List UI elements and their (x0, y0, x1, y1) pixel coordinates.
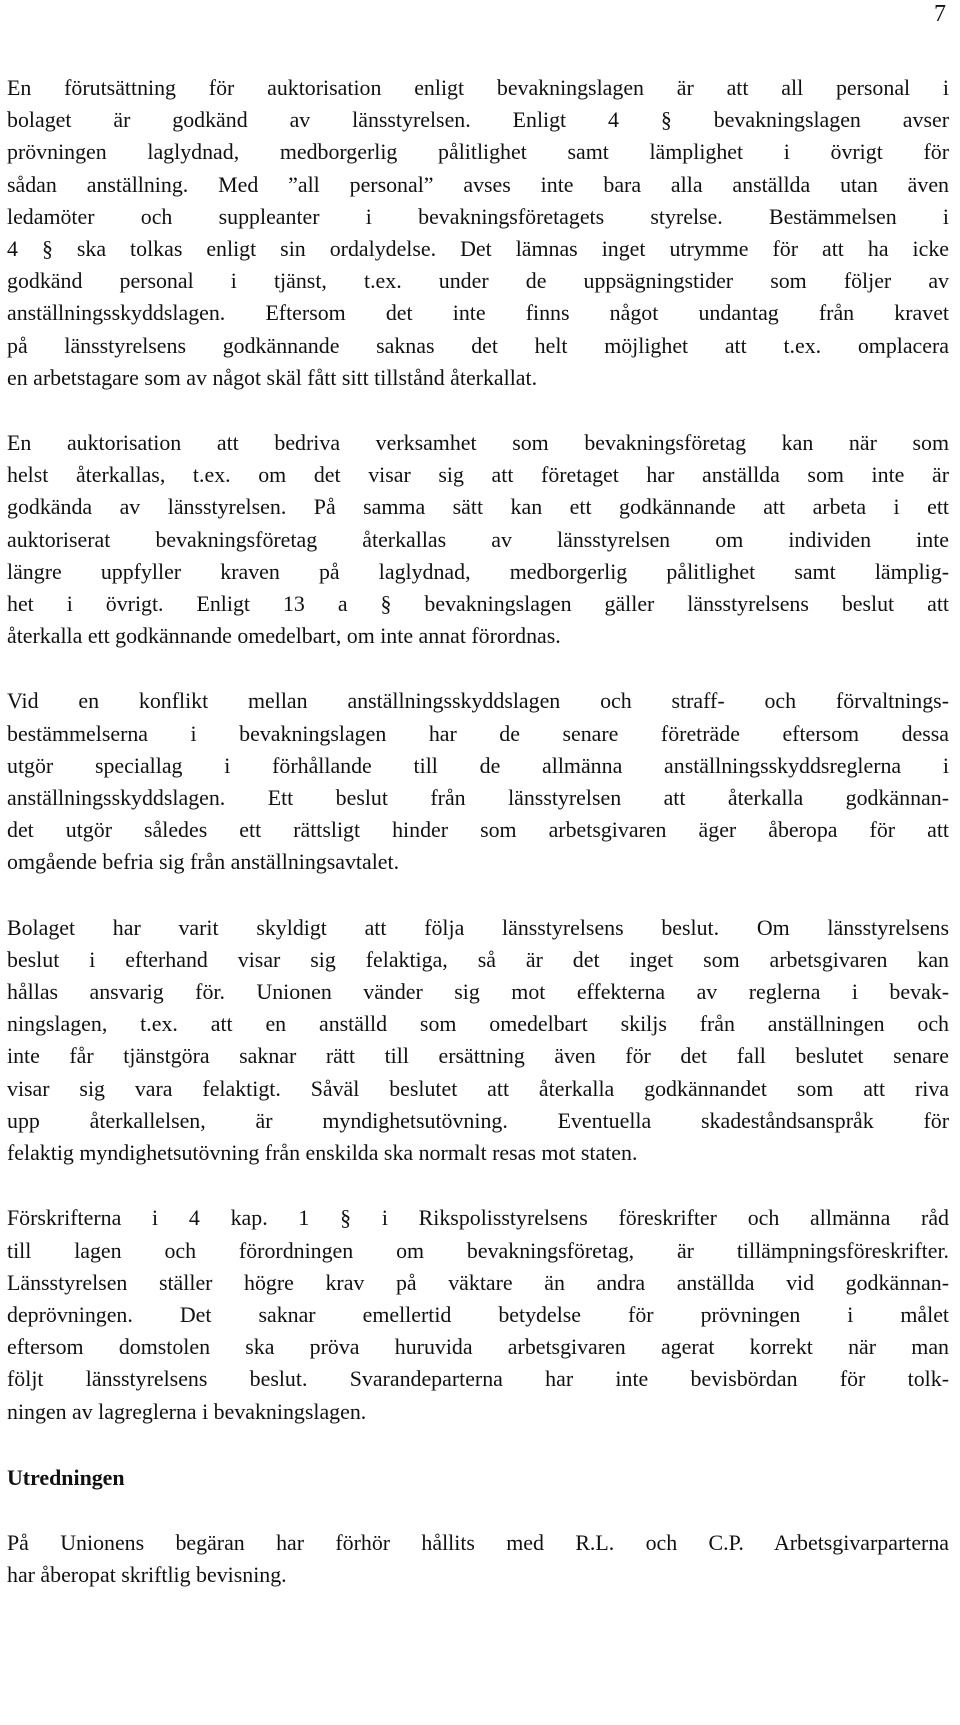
text-line: Vid en konflikt mellan anställningsskyddslagen och straff- och förvaltnings- (7, 688, 949, 714)
text-line: anställningsskyddslagen. Eftersom det inte finns något undantag från kravet (7, 300, 949, 326)
text-line: En förutsättning för auktorisation enligt bevakningslagen är att all personal i (7, 75, 949, 100)
text-line: utgör speciallag i förhållande till de allmänna anställningsskyddsreglerna i (7, 752, 949, 778)
paragraph (7, 1202, 949, 1427)
text-line: till lagen och förordningen om bevakningsföretag, är tillämpningsföreskrifter. (7, 1237, 949, 1263)
text-line: På Unionens begäran har förhör hållits med R.L. och C.P. Arbetsgivarparterna (7, 1529, 949, 1555)
text-line: omgående befria sig från anställningsavtalet. (7, 849, 400, 875)
text-line: eftersom domstolen ska pröva huruvida arbetsgivaren agerat korrekt när man (7, 1334, 949, 1360)
text-line: beslut i efterhand visar sig felaktiga, så är det inget som arbetsgivaren kan (7, 946, 949, 972)
text-line: har åberopat skriftlig bevisning. (7, 1562, 287, 1588)
text-line: bolaget är godkänd av länsstyrelsen. Enligt 4 § bevakningslagen avser (7, 107, 949, 133)
paragraph (7, 685, 949, 878)
section-heading: Utredningen (7, 1464, 125, 1490)
paragraph (7, 72, 949, 394)
text-line: 4 § ska tolkas enligt sin ordalydelse. Det lämnas inget utrymme för att ha icke (7, 236, 949, 262)
text-line: Länsstyrelsen ställer högre krav på väktare än andra anställda vid godkännan- (7, 1269, 949, 1295)
text-line: ningslagen, t.ex. att en anställd som omedelbart skiljs från anställningen och (7, 1011, 949, 1037)
text-line: Förskrifterna i 4 kap. 1 § i Rikspolisstyrelsens föreskrifter och allmänna råd (7, 1205, 949, 1231)
text-line: visar sig vara felaktigt. Såväl beslutet att återkalla godkännandet som att riva (7, 1075, 949, 1101)
section-paragraph (7, 1527, 949, 1591)
text-line: En auktorisation att bedriva verksamhet som bevakningsföretag kan när som (7, 430, 949, 456)
text-line: sådan anställning. Med ”all personal” avses inte bara alla anställda utan även (7, 171, 949, 197)
paragraph (7, 912, 949, 1170)
text-line: felaktig myndighetsutövning från enskilda ska normalt resas mot staten. (7, 1140, 638, 1166)
text-line: följt länsstyrelsens beslut. Svarandeparterna har inte bevisbördan för tolk- (7, 1366, 949, 1392)
text-line: prövningen laglydnad, medborgerlig pålitlighet samt lämplighet i övrigt för (7, 139, 949, 165)
text-line: helst återkallas, t.ex. om det visar sig att företaget har anställda som inte är (7, 462, 949, 488)
text-line: anställningsskyddslagen. Ett beslut från länsstyrelsen att återkalla godkännan- (7, 785, 949, 811)
text-line: auktoriserat bevakningsföretag återkallas av länsstyrelsen om individen inte (7, 526, 949, 552)
paragraphs (7, 72, 949, 1428)
text-line: godkända av länsstyrelsen. På samma sätt kan ett godkännande att arbeta i ett (7, 494, 949, 520)
text-line: ledamöter och suppleanter i bevakningsföretagets styrelse. Bestämmelsen i (7, 203, 949, 229)
text-line: återkalla ett godkännande omedelbart, om inte annat förordnas. (7, 623, 561, 649)
text-line: bestämmelserna i bevakningslagen har de senare företräde eftersom dessa (7, 720, 949, 746)
page-number: 7 (934, 1, 946, 27)
document-body (7, 72, 949, 1591)
text-line: ningen av lagreglerna i bevakningslagen. (7, 1398, 367, 1424)
text-line: hållas ansvarig för. Unionen vänder sig mot effekterna av reglerna i bevak- (7, 979, 949, 1005)
text-line: deprövningen. Det saknar emellertid betydelse för prövningen i målet (7, 1301, 949, 1327)
text-line: Bolaget har varit skyldigt att följa länsstyrelsens beslut. Om länsstyrelsens (7, 914, 949, 940)
text-line: upp återkallelsen, är myndighetsutövning. Eventuella skadeståndsanspråk för (7, 1107, 949, 1133)
text-line: en arbetstagare som av något skäl fått sitt tillstånd återkallat. (7, 364, 538, 390)
text-line: inte får tjänstgöra saknar rätt till ersättning även för det fall beslutet senare (7, 1043, 949, 1069)
text-line: det utgör således ett rättsligt hinder som arbetsgivaren äger åberopa för att (7, 817, 949, 843)
text-line: godkänd personal i tjänst, t.ex. under de uppsägningstider som följer av (7, 268, 949, 294)
paragraph (7, 427, 949, 652)
text-line: het i övrigt. Enligt 13 a § bevakningslagen gäller länsstyrelsens beslut att (7, 591, 949, 617)
text-line: längre uppfyller kraven på laglydnad, medborgerlig pålitlighet samt lämplig- (7, 558, 949, 584)
text-line: på länsstyrelsens godkännande saknas det helt möjlighet att t.ex. omplacera (7, 332, 949, 358)
